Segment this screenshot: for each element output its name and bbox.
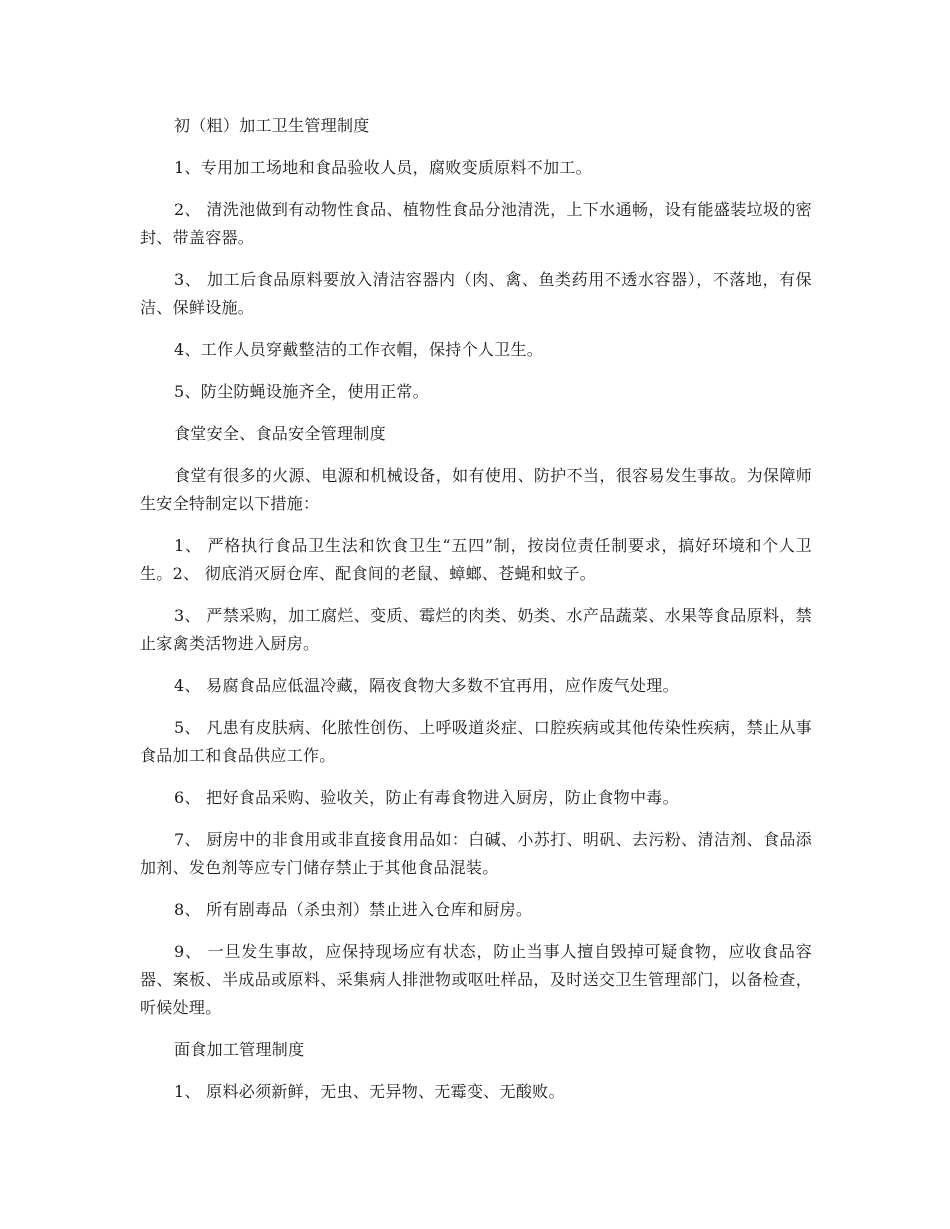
paragraph: 5、 凡患有皮肤病、化脓性创伤、上呼吸道炎症、口腔疾病或其他传染性疾病，禁止从事食品加工和食品供应工作。 [140, 718, 812, 765]
paragraph: 3、 严禁采购，加工腐烂、变质、霉烂的肉类、奶类、水产品蔬菜、水果等食品原料，禁止家禽类活物进入厨房。 [140, 606, 812, 653]
section-heading-rough-processing: 初（粗）加工卫生管理制度 [174, 116, 370, 135]
section-heading-pastry-processing: 面食加工管理制度 [174, 1040, 305, 1059]
paragraph: 7、 厨房中的非食用或非直接食用品如：白碱、小苏打、明矾、去污粉、清洁剂、食品添加剂、发色剂等应专门储存禁止于其他食品混装。 [140, 830, 812, 877]
paragraph: 2、 清洗池做到有动物性食品、植物性食品分池清洗，上下水通畅，设有能盛装垃圾的密封、带盖容器。 [140, 200, 812, 247]
paragraph: 5、防尘防蝇设施齐全，使用正常。 [174, 382, 429, 401]
section-heading-canteen-safety: 食堂安全、食品安全管理制度 [174, 424, 386, 443]
paragraph: 8、 所有剧毒品（杀虫剂）禁止进入仓库和厨房。 [174, 900, 533, 919]
paragraph: 1、专用加工场地和食品验收人员，腐败变质原料不加工。 [174, 158, 592, 177]
paragraph: 1、 严格执行食品卫生法和饮食卫生“五四”制，按岗位责任制要求，搞好环境和个人卫生。2、 彻底消灭厨仓库、配食间的老鼠、蟑螂、苍蝇和蚊子。 [140, 536, 812, 583]
paragraph: 食堂有很多的火源、电源和机械设备，如有使用、防护不当，很容易发生事故。为保障师生安全特制定以下措施： [140, 466, 812, 513]
paragraph: 4、 易腐食品应低温冷藏，隔夜食物大多数不宜再用，应作废气处理。 [174, 676, 679, 695]
paragraph: 6、 把好食品采购、验收关，防止有毒食物进入厨房，防止食物中毒。 [174, 788, 679, 807]
paragraph: 4、工作人员穿戴整洁的工作衣帽，保持个人卫生。 [174, 340, 544, 359]
paragraph: 3、 加工后食品原料要放入清洁容器内（肉、禽、鱼类药用不透水容器），不落地，有保洁、保鲜设施。 [140, 270, 812, 317]
document-body [140, 112, 812, 1120]
paragraph: 1、 原料必须新鲜，无虫、无异物、无霉变、无酸败。 [174, 1082, 565, 1101]
paragraph: 9、 一旦发生事故，应保持现场应有状态，防止当事人擅自毁掉可疑食物，应收食品容器、案板、半成品或原料、采集病人排泄物或呕吐样品，及时送交卫生管理部门，以备检查，听候处理。 [140, 942, 812, 1017]
